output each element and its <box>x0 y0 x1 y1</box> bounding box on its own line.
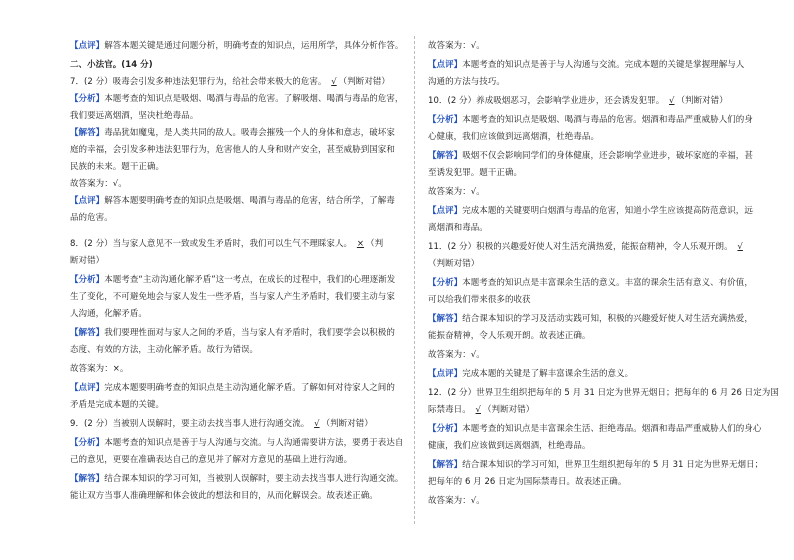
line-text: 可以给我们带来很多的收获 <box>428 295 531 305</box>
line-text: 至诱发犯罪。题干正确。 <box>428 168 523 178</box>
line-text: 心健康，我们应该做到远离烟酒，杜绝毒品。 <box>428 132 600 142</box>
line-text: 本题考查的知识点是善于与人沟通与交流。完成本题的关键是掌握理解与人 <box>462 60 745 70</box>
line-text: 结合课本知识的学习可知，当被别人误解时，要主动去找当事人进行沟通交流。 <box>104 474 404 484</box>
line-text: 完成本题的关键要明白烟酒与毒品的危害，知道小学生应该提高防范意识，远 <box>462 206 753 216</box>
line-text: 沟通的方法与技巧。 <box>428 77 505 87</box>
section-tag: 【点评】 <box>70 383 105 393</box>
left-line <box>70 111 198 122</box>
right-line <box>428 259 479 270</box>
right-line <box>428 295 531 306</box>
right-line <box>428 278 753 289</box>
answer-blank: √ <box>475 405 481 415</box>
line-text: 故答案为：√。 <box>428 350 485 360</box>
judgement-note: （判断对错） <box>338 77 390 87</box>
line-text: 离烟酒和毒品。 <box>428 223 488 233</box>
right-line <box>428 41 485 52</box>
right-line <box>428 96 728 107</box>
line-text: 解答本题关键是通过问题分析，明确考查的知识点，运用所学，具体分析作答。 <box>104 41 404 51</box>
line-text: 11．(2 分）积极的兴趣爱好使人对生活充满热爱，能振奋精神，令人乐观开朗。 <box>428 242 733 252</box>
left-line <box>70 364 128 375</box>
left-line <box>70 128 395 139</box>
line-text: 结合课本知识的学习可知，世界卫生组织把每年的 5 月 31 日定为世界无烟日； <box>462 460 764 470</box>
left-line <box>70 256 104 267</box>
right-line <box>428 151 753 162</box>
right-line <box>428 314 753 325</box>
line-text: 健康，我们应该做到远离烟酒，杜绝毒品。 <box>428 441 591 451</box>
section-tag: 【点评】 <box>70 41 105 51</box>
left-line <box>70 196 395 207</box>
right-line <box>428 242 745 253</box>
section-tag: 【分析】 <box>428 278 463 288</box>
line-text: 完成本题要明确考查的知识点是主动沟通化解矛盾。了解如何对待家人之间的 <box>104 383 395 393</box>
left-line <box>70 309 147 320</box>
judgement-note: （判断对错） <box>676 96 728 106</box>
section-tag: 【分析】 <box>70 438 105 448</box>
left-line <box>70 419 373 430</box>
left-line <box>70 438 403 449</box>
line-text: 能振奋精神，令人乐观开朗。故表述正确。 <box>428 331 591 341</box>
right-line <box>428 331 590 342</box>
right-line <box>428 132 599 143</box>
line-text: 12．(2 分）世界卫生组织把每年的 5 月 31 日定为世界无烟日；把每年的 6 月 26 日定为国 <box>428 388 779 398</box>
left-line <box>70 94 403 105</box>
line-text: （判断对错） <box>428 259 480 269</box>
right-line <box>428 369 633 380</box>
section-tag: 【点评】 <box>428 369 463 379</box>
line-text: 毒品犹如魔鬼，是人类共同的敌人。吸毒会摧残一个人的身体和意志，破坏家 <box>104 128 395 138</box>
column-divider <box>414 36 415 524</box>
line-text: 本题考查的知识点是善于与人沟通与交流。与人沟通需要讲方法，要勇于表达自 <box>104 438 404 448</box>
answer-blank: √ <box>669 96 675 106</box>
right-line <box>428 115 753 126</box>
line-text: 断对错） <box>70 256 105 266</box>
section-tag: 【解答】 <box>70 474 105 484</box>
right-line <box>428 77 505 88</box>
left-line <box>70 474 403 485</box>
line-text: 故答案为：√。 <box>428 496 485 506</box>
section-tag: 【分析】 <box>428 115 463 125</box>
section-tag: 【解答】 <box>428 460 463 470</box>
line-text: 故答案为：×。 <box>70 364 129 374</box>
left-line <box>70 239 383 250</box>
right-line <box>428 441 590 452</box>
right-line <box>428 477 626 488</box>
line-text: 故答案为：√。 <box>428 41 485 51</box>
right-line <box>428 187 485 198</box>
left-line <box>70 345 258 356</box>
line-text: 我们要理性面对与家人之间的矛盾，当与家人有矛盾时，我们要学会以积极的 <box>104 328 395 338</box>
line-text: 己的意见，更要在准确表达自己的意见并了解对方意见的基础上进行沟通。 <box>70 455 353 465</box>
line-text: 本题考查的知识点是丰富课余生活的意义。丰富的课余生活有意义、有价值， <box>462 278 753 288</box>
line-text: 完成本题的关键是了解丰富课余生活的意义。 <box>462 369 634 379</box>
answer-blank: √ <box>737 242 743 252</box>
section-tag: 【点评】 <box>428 206 463 216</box>
line-text: 7．(2 分）吸毒会引发多种违法犯罪行为，给社会带来极大的危害。 <box>70 77 327 87</box>
section-tag: 【解答】 <box>70 128 105 138</box>
section-tag: 【点评】 <box>428 60 463 70</box>
left-line <box>70 275 395 286</box>
right-line <box>428 350 485 361</box>
line-text: 我们要远离烟酒，坚决杜绝毒品。 <box>70 111 199 121</box>
line-text: 8．(2 分）当与家人意见不一致或发生矛盾时，我们可以生气不理睬家人。 <box>70 239 353 249</box>
line-text: 人沟通，化解矛盾。 <box>70 309 147 319</box>
right-line <box>428 168 522 179</box>
line-text: 际禁毒日。 <box>428 405 471 415</box>
answer-blank: √ <box>331 77 337 87</box>
line-text: 态度、有效的方法，主动化解矛盾。故行为错误。 <box>70 345 259 355</box>
line-text: 结合课本知识的学习及活动实践可知，积极的兴趣爱好使人对生活充满热爱， <box>462 314 753 324</box>
left-line <box>70 41 403 52</box>
line-text: 故答案为：√。 <box>428 187 485 197</box>
line-text: 本题考查的知识点是吸烟、喝酒与毒品的危害。了解吸烟、喝酒与毒品的危害， <box>104 94 404 104</box>
line-text: 解答本题要明确考查的知识点是吸烟、喝酒与毒品的危害，结合所学，了解毒 <box>104 196 395 206</box>
line-text: 9．(2 分）当被别人误解时，要主动去找当事人进行沟通交流。 <box>70 419 310 429</box>
section-tag: 【点评】 <box>70 196 105 206</box>
right-line <box>428 223 488 234</box>
section-tag: 【分析】 <box>70 275 105 285</box>
right-line <box>428 496 485 507</box>
line-text: 本题考查的知识点是丰富课余生活、拒绝毒品。烟酒和毒品严重威胁人们的身心 <box>462 424 762 434</box>
judgement-note: （判断对错） <box>483 405 535 415</box>
section-tag: 【解答】 <box>428 314 463 324</box>
right-line <box>428 60 744 71</box>
line-text: 品的危害。 <box>70 213 113 223</box>
section-tag: 【分析】 <box>70 94 105 104</box>
section-tag: 【解答】 <box>70 328 105 338</box>
judgement-note: （判断对错） <box>321 419 373 429</box>
judgement-note: （判 <box>366 239 384 249</box>
line-text: 吸烟不仅会影响同学们的身体健康，还会影响学业进步，破坏家庭的幸福，甚 <box>462 151 753 161</box>
section-tag: 【分析】 <box>428 424 463 434</box>
line-text: 本题考查的知识点是吸烟、喝酒与毒品的危害。烟酒和毒品严重威胁人们的身 <box>462 115 753 125</box>
left-line <box>70 213 113 224</box>
line-text: 生了变化，不可避免地会与家人发生一些矛盾，当与家人产生矛盾时，我们要主动与家 <box>70 292 395 302</box>
line-text: 二、小法官。(14 分) <box>70 60 153 70</box>
line-text: 庭的幸福，会引发多种违法犯罪行为，危害他人的人身和财产安全，甚至威胁到国家和 <box>70 145 395 155</box>
left-line <box>70 60 153 71</box>
right-line <box>428 388 779 399</box>
line-text: 把每年的 6 月 26 日定为国际禁毒日。故表述正确。 <box>428 477 627 487</box>
right-line <box>428 460 763 471</box>
left-line <box>70 179 127 190</box>
left-line <box>70 77 390 88</box>
left-line <box>70 145 395 156</box>
line-text: 矛盾是完成本题的关键。 <box>70 400 165 410</box>
left-line <box>70 491 378 502</box>
left-line <box>70 292 395 303</box>
right-line <box>428 206 753 217</box>
left-line <box>70 328 395 339</box>
line-text: 本题考查“主动沟通化解矛盾”这一考点，在成长的过程中，我们的心理逐渐发 <box>104 275 396 285</box>
line-text: 能让双方当事人准确理解和体会彼此的想法和目的，从而化解误会。故表述正确。 <box>70 491 378 501</box>
left-line <box>70 383 395 394</box>
right-line <box>428 424 761 435</box>
line-text: 故答案为：√。 <box>70 179 127 189</box>
left-line <box>70 400 164 411</box>
answer-blank: × <box>356 239 365 249</box>
line-text: 10．(2 分）养成吸烟恶习，会影响学业进步，还会诱发犯罪。 <box>428 96 665 106</box>
left-line <box>70 455 352 466</box>
section-tag: 【解答】 <box>428 151 463 161</box>
left-line <box>70 162 164 173</box>
answer-blank: √ <box>314 419 320 429</box>
line-text: 民族的未来。题干正确。 <box>70 162 165 172</box>
right-line <box>428 405 534 416</box>
